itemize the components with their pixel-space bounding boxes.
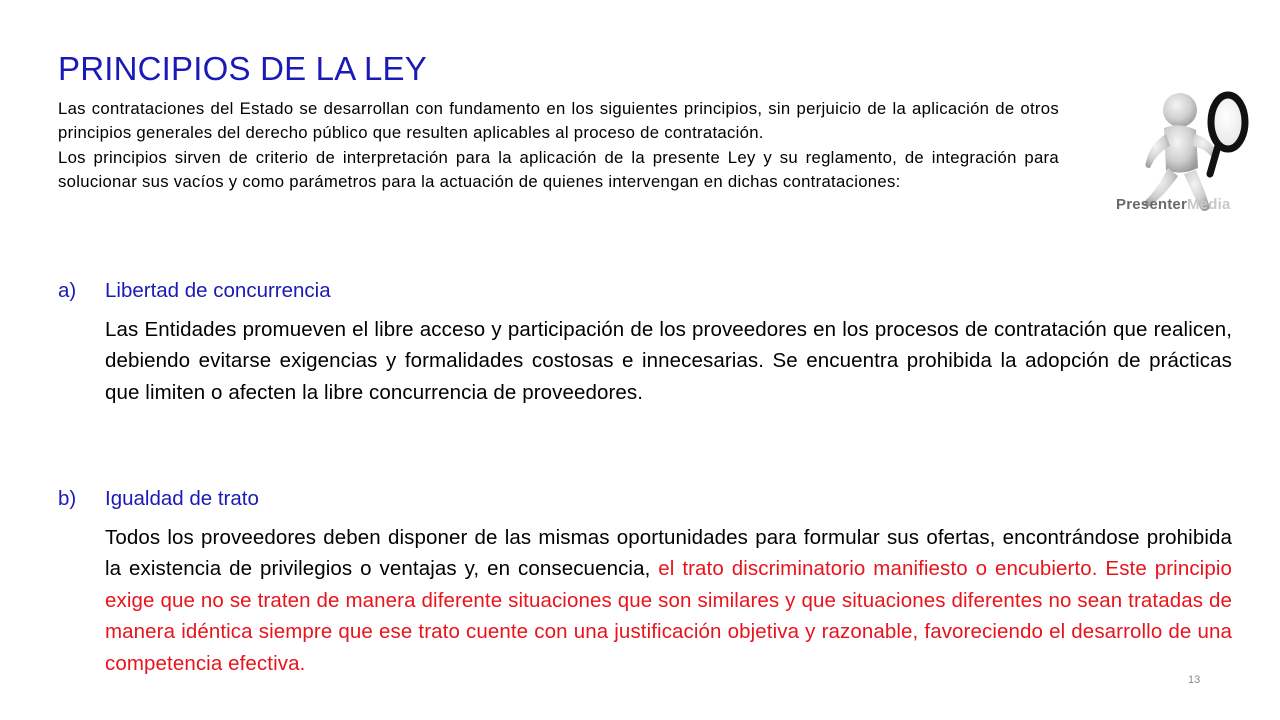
principle-b-title: Igualdad de trato — [105, 487, 259, 510]
slide-title: PRINCIPIOS DE LA LEY — [58, 50, 427, 87]
presenter-media-logo: PresenterMedia — [1116, 196, 1231, 213]
intro-text — [58, 97, 1059, 195]
principle-a-title: Libertad de concurrencia — [105, 279, 331, 302]
page-number: 13 — [1188, 674, 1201, 686]
intro-paragraph-2: Los principios sirven de criterio de interpretación para la aplicación de la presente Ley y su reglamento, de integración para solucionar sus vacíos y como parámetros para la actuación de quienes intervengan en dichas contrataciones: — [58, 147, 1059, 192]
principle-b-heading — [58, 484, 1232, 514]
principle-a-marker: a) — [58, 279, 77, 302]
principle-a-heading — [58, 276, 1232, 306]
principle-b-body-text: Todos los proveedores deben disponer de las mismas oportunidades para formular sus ofertas, encontrándose prohibida la existencia de privilegios o ventajas y, en consecuencia, — [105, 526, 1232, 581]
principle-a — [58, 276, 1232, 408]
principle-b-body-highlight: el trato discriminatorio manifiesto o encubierto. Este principio exige que no se traten de manera diferente situaciones que son similares y que situaciones diferentes no sean tratadas de manera idéntica siempre que ese trato cuente con una justificación objetiva y razonable, favoreciendo el desarrollo de una competencia efectiva. — [105, 557, 1232, 675]
principle-b — [58, 484, 1232, 679]
intro-paragraph-1: Las contrataciones del Estado se desarrollan con fundamento en los siguientes principios, sin perjuicio de la aplicación de otros principios generales del derecho público que resulten aplicables al proceso de contratación. — [58, 99, 1059, 143]
principle-b-marker: b) — [58, 487, 77, 510]
principle-b-body — [105, 522, 1232, 679]
principle-a-body: Las Entidades promueven el libre acceso y participación de los proveedores en los procesos de contratación que realicen, debiendo evitarse exigencias y formalidades costosas e innecesarias. Se encuentra prohibida la adopción de prácticas que limiten o afecten la libre concurrencia de proveedores. — [105, 318, 1232, 404]
